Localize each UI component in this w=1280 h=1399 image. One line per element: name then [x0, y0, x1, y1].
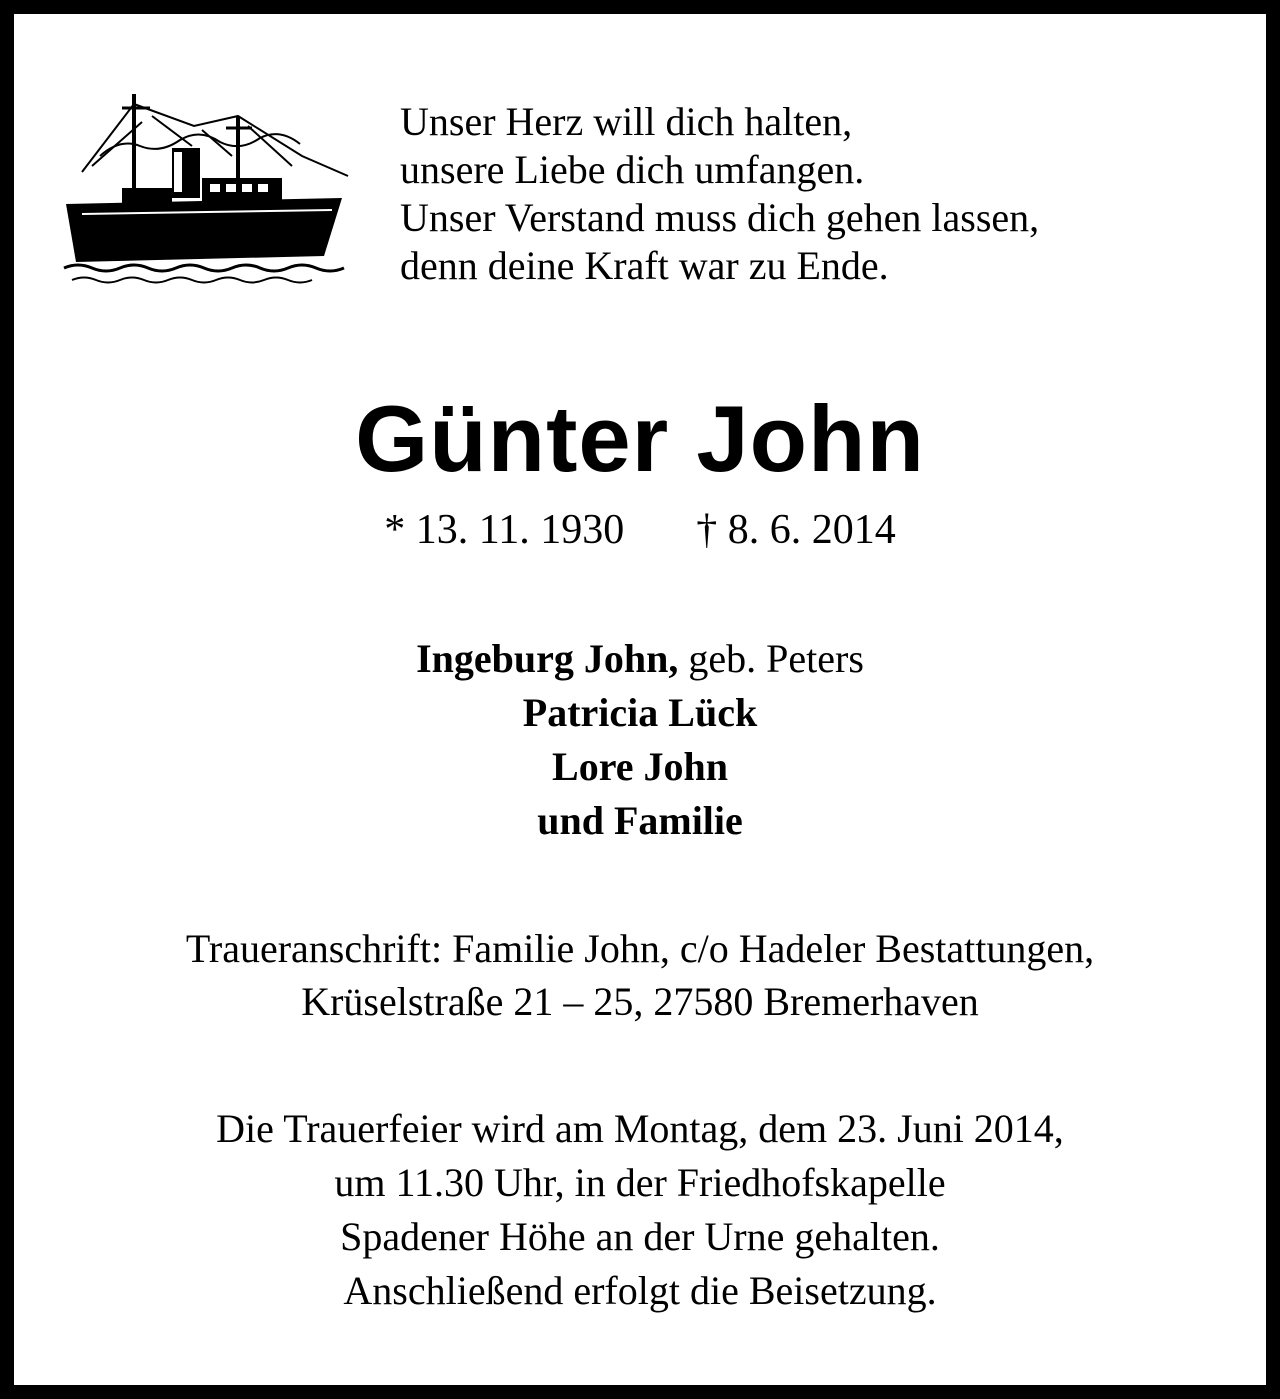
- mourner-name: Ingeburg John,: [416, 636, 679, 681]
- mourner-name: Patricia Lück: [522, 690, 758, 735]
- poem: [400, 98, 1039, 290]
- funeral-service-info: [14, 1102, 1266, 1318]
- life-dates: [14, 504, 1266, 556]
- mourner-line: [14, 632, 1266, 686]
- poem-line: Unser Herz will dich halten,: [400, 99, 853, 144]
- birth-date: * 13. 11. 1930: [384, 507, 625, 553]
- deceased-name: Günter John: [355, 386, 925, 491]
- mourning-address: [14, 922, 1266, 1028]
- obituary-notice: [14, 14, 1266, 1385]
- mourner-maiden-name: geb. Peters: [678, 636, 864, 681]
- mourners-list: [14, 632, 1266, 848]
- service-line: Spadener Höhe an der Urne gehalten.: [340, 1214, 940, 1259]
- poem-line: unsere Liebe dich umfangen.: [400, 147, 865, 192]
- address-line: Traueranschrift: Familie John, c/o Hadeler Bestattungen,: [185, 926, 1095, 971]
- service-line: Die Trauerfeier wird am Montag, dem 23. Juni 2014,: [216, 1106, 1064, 1151]
- mourner-name: und Familie: [537, 798, 743, 843]
- poem-line: denn deine Kraft war zu Ende.: [400, 243, 889, 288]
- address-line: Krüselstraße 21 – 25, 27580 Bremerhaven: [301, 979, 979, 1024]
- ship-illustration-icon: [62, 86, 354, 286]
- death-date: † 8. 6. 2014: [696, 507, 896, 553]
- service-line: um 11.30 Uhr, in der Friedhofskapelle: [334, 1160, 946, 1205]
- poem-line: Unser Verstand muss dich gehen lassen,: [400, 195, 1040, 240]
- service-line: Anschließend erfolgt die Beisetzung.: [343, 1268, 937, 1313]
- mourner-name: Lore John: [552, 744, 728, 789]
